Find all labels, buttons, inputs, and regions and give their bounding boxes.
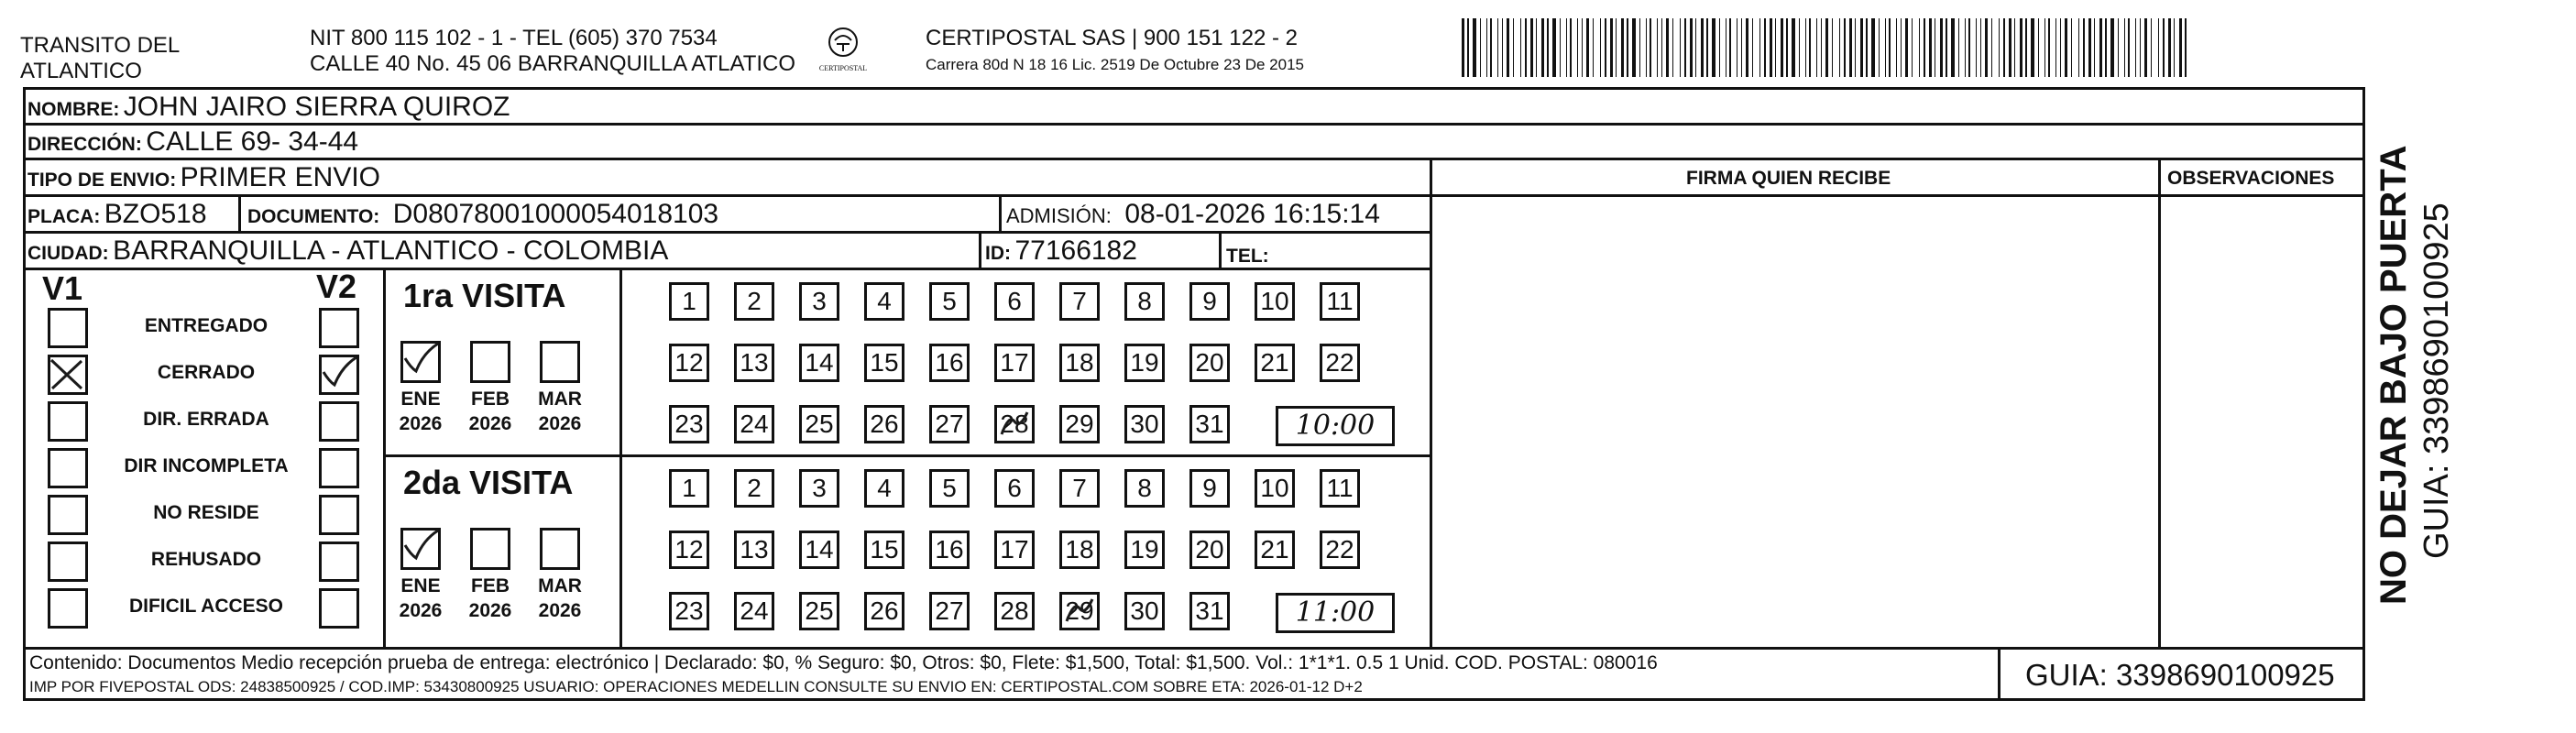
day-box[interactable]: 7 (1059, 469, 1100, 508)
placa-value: BZO518 (104, 199, 207, 229)
placa-label: PLACA: (27, 206, 101, 227)
rule (2158, 158, 2161, 647)
tel-cell (1226, 238, 1269, 269)
day-box[interactable]: 28 (994, 405, 1035, 443)
firma-header: FIRMA QUIEN RECIBE (1686, 168, 1891, 189)
v1-checkbox[interactable] (48, 448, 88, 488)
rule (619, 268, 622, 647)
reason-label: DIR INCOMPLETA (124, 455, 289, 476)
day-box[interactable]: 9 (1189, 282, 1230, 321)
day-box[interactable]: 18 (1059, 531, 1100, 569)
day-box[interactable]: 26 (864, 405, 904, 443)
day-box[interactable]: 1 (669, 282, 709, 321)
month-label (465, 574, 516, 623)
company-line-1: TRANSITO DEL (20, 33, 181, 58)
v2-header: V2 (316, 268, 357, 305)
admision-cell (1006, 199, 1380, 230)
v1-checkbox[interactable] (48, 355, 88, 395)
day-mark (1063, 596, 1096, 627)
month-year: 2026 (468, 413, 512, 434)
rule (999, 194, 1002, 231)
reason-label: CERRADO (157, 362, 256, 383)
day-box[interactable]: 13 (734, 531, 774, 569)
nit-line: NIT 800 115 102 - 1 - TEL (605) 370 7534 (310, 26, 718, 50)
day-box[interactable]: 25 (799, 405, 839, 443)
reason-label: ENTREGADO (144, 315, 269, 336)
ciudad-cell (27, 235, 668, 267)
time-box[interactable] (1276, 593, 1395, 633)
day-box[interactable]: 21 (1255, 344, 1295, 382)
day-box[interactable]: 2 (734, 469, 774, 508)
nombre-value: JOHN JAIRO SIERRA QUIROZ (123, 92, 510, 122)
day-box[interactable]: 23 (669, 405, 709, 443)
day-box[interactable]: 7 (1059, 282, 1100, 321)
rule (383, 454, 1432, 457)
day-box[interactable]: 10 (1255, 282, 1295, 321)
day-box[interactable]: 22 (1320, 531, 1360, 569)
visit-title: 2da VISITA (403, 464, 574, 501)
address-line: CALLE 40 No. 45 06 BARRANQUILLA ATLATICO (310, 51, 796, 76)
day-box[interactable]: 19 (1124, 344, 1165, 382)
month-year: 2026 (538, 600, 582, 621)
day-box[interactable]: 15 (864, 531, 904, 569)
day-box[interactable]: 29 (1059, 592, 1100, 630)
time-value: 11:00 (1295, 596, 1376, 629)
time-value: 10:00 (1295, 410, 1376, 442)
day-box[interactable]: 4 (864, 282, 904, 321)
rule (979, 231, 981, 268)
sender-info (310, 26, 795, 77)
day-box[interactable]: 2 (734, 282, 774, 321)
day-box[interactable]: 29 (1059, 405, 1100, 443)
day-box[interactable]: 17 (994, 531, 1035, 569)
day-box[interactable]: 3 (799, 282, 839, 321)
documento-value: D08078001000054018103 (392, 199, 719, 229)
admision-value: 08-01-2026 16:15:14 (1124, 199, 1380, 229)
direccion-value: CALLE 69- 34-44 (146, 126, 359, 157)
rule (1998, 647, 2001, 701)
rule (383, 268, 386, 647)
month-label (465, 387, 516, 436)
day-box[interactable]: 9 (1189, 469, 1230, 508)
observaciones-header: OBSERVACIONES (2167, 168, 2335, 189)
day-box[interactable]: 20 (1189, 531, 1230, 569)
admision-label: ADMISIÓN: (1006, 204, 1112, 227)
day-box[interactable]: 23 (669, 592, 709, 630)
day-box[interactable]: 17 (994, 344, 1035, 382)
day-box[interactable]: 4 (864, 469, 904, 508)
day-box[interactable]: 11 (1320, 282, 1360, 321)
no-dejar-bajo-puerta: NO DEJAR BAJO PUERTA (2373, 145, 2414, 605)
month-checkbox[interactable] (400, 341, 441, 383)
month-checkbox[interactable] (540, 341, 580, 383)
day-box[interactable]: 16 (929, 344, 970, 382)
id-cell (985, 235, 1137, 267)
day-box[interactable]: 11 (1320, 469, 1360, 508)
day-box[interactable]: 24 (734, 405, 774, 443)
v2-checkbox[interactable] (319, 495, 359, 535)
month-checkbox[interactable] (470, 528, 510, 570)
time-box[interactable] (1276, 406, 1395, 446)
v2-checkbox[interactable] (319, 542, 359, 582)
nombre-label: NOMBRE: (27, 99, 120, 120)
day-box[interactable]: 27 (929, 592, 970, 630)
footer-guia: GUIA: 3398690100925 (2025, 658, 2335, 692)
month-name: MAR (538, 388, 582, 410)
rule (1430, 158, 1432, 647)
reason-label: NO RESIDE (153, 502, 259, 523)
day-box[interactable]: 10 (1255, 469, 1295, 508)
visit-title: 1ra VISITA (403, 277, 566, 314)
company-line-2: ATLANTICO (20, 59, 142, 83)
ciudad-value: BARRANQUILLA - ATLANTICO - COLOMBIA (113, 235, 669, 266)
month-checkbox[interactable] (540, 528, 580, 570)
day-box[interactable]: 20 (1189, 344, 1230, 382)
placa-cell (27, 199, 207, 230)
carrier-line: CERTIPOSTAL SAS | 900 151 122 - 2 (926, 26, 1298, 50)
day-box[interactable]: 31 (1189, 592, 1230, 630)
v2-checkbox[interactable] (319, 401, 359, 442)
rule (23, 158, 2365, 160)
v1-checkbox[interactable] (48, 588, 88, 629)
day-box[interactable]: 15 (864, 344, 904, 382)
month-checkbox[interactable] (470, 341, 510, 383)
company-name (20, 33, 180, 84)
id-label: ID: (985, 243, 1011, 264)
day-box[interactable]: 28 (994, 592, 1035, 630)
tel-label: TEL: (1226, 246, 1269, 267)
day-box[interactable]: 19 (1124, 531, 1165, 569)
id-value: 77166182 (1014, 235, 1137, 266)
tipo-value: PRIMER ENVIO (180, 162, 381, 192)
v1-header: V1 (42, 269, 83, 307)
day-box[interactable]: 21 (1255, 531, 1295, 569)
day-box[interactable]: 8 (1124, 469, 1165, 508)
day-mark (998, 409, 1031, 440)
month-label (395, 387, 446, 436)
day-box[interactable]: 30 (1124, 405, 1165, 443)
month-year: 2026 (399, 600, 443, 621)
day-box[interactable]: 25 (799, 592, 839, 630)
carrier-sub: Carrera 80d N 18 16 Lic. 2519 De Octubre 23 De 2015 (926, 56, 1304, 73)
month-name: ENE (400, 575, 441, 596)
ciudad-label: CIUDAD: (27, 243, 109, 264)
v2-checkbox[interactable] (319, 448, 359, 488)
v1-checkbox[interactable] (48, 308, 88, 348)
direccion-row (27, 126, 358, 158)
day-box[interactable]: 14 (799, 344, 839, 382)
v2-checkbox[interactable] (319, 355, 359, 395)
month-year: 2026 (538, 413, 582, 434)
month-name: FEB (471, 575, 510, 596)
month-label (534, 574, 586, 623)
v1-checkbox[interactable] (48, 495, 88, 535)
day-box[interactable]: 31 (1189, 405, 1230, 443)
day-box[interactable]: 24 (734, 592, 774, 630)
tipo-row (27, 162, 380, 193)
reason-label: DIR. ERRADA (143, 409, 269, 430)
day-box[interactable]: 26 (864, 592, 904, 630)
contenido-text: Contenido: Documentos Medio recepción prueba de entrega: electrónico | Declarado: $0, % Seguro: $0, Otros: $0, Flete: $1,500, Total: $1,500. Vol.: 1*1*1. 0.5 1 Unid. COD. POSTAL: 080016 (29, 652, 1658, 673)
day-box[interactable]: 1 (669, 469, 709, 508)
month-year: 2026 (399, 413, 443, 434)
rule (23, 194, 2365, 197)
rule (23, 123, 2365, 126)
documento-label: DOCUMENTO: (247, 206, 380, 227)
day-box[interactable]: 5 (929, 469, 970, 508)
logo-text: CERTIPOSTAL (818, 64, 868, 72)
month-name: FEB (471, 388, 510, 410)
direccion-label: DIRECCIÓN: (27, 134, 142, 155)
month-year: 2026 (468, 600, 512, 621)
month-label (395, 574, 446, 623)
tipo-label: TIPO DE ENVIO: (27, 170, 177, 191)
day-box[interactable]: 3 (799, 469, 839, 508)
v1-checkbox[interactable] (48, 542, 88, 582)
v2-checkbox[interactable] (319, 588, 359, 629)
day-box[interactable]: 30 (1124, 592, 1165, 630)
rule (238, 194, 241, 231)
day-box[interactable]: 27 (929, 405, 970, 443)
month-name: MAR (538, 575, 582, 596)
day-box[interactable]: 6 (994, 469, 1035, 508)
imp-text: IMP POR FIVEPOSTAL ODS: 24838500925 / COD.IMP: 53430800925 USUARIO: OPERACIONES MEDELLIN CONSULTE SU ENVIO EN: CERTIPOSTAL.COM SOBRE ETA: 2026-01-12 D+2 (29, 678, 1363, 695)
day-box[interactable]: 6 (994, 282, 1035, 321)
v1-checkbox[interactable] (48, 401, 88, 442)
rule (23, 647, 2365, 650)
day-box[interactable]: 22 (1320, 344, 1360, 382)
barcode (1462, 18, 2195, 77)
day-box[interactable]: 16 (929, 531, 970, 569)
day-box[interactable]: 13 (734, 344, 774, 382)
carrier-info (926, 26, 1304, 75)
day-box[interactable]: 12 (669, 531, 709, 569)
rule (23, 268, 1432, 270)
month-name: ENE (400, 388, 441, 410)
nombre-row (27, 92, 510, 123)
day-box[interactable]: 8 (1124, 282, 1165, 321)
documento-cell (247, 199, 718, 230)
month-label (534, 387, 586, 436)
month-checkbox[interactable] (400, 528, 441, 570)
day-box[interactable]: 5 (929, 282, 970, 321)
side-guia: GUIA: 3398690100925 (2417, 202, 2456, 559)
day-box[interactable]: 18 (1059, 344, 1100, 382)
reason-label: DIFICIL ACCESO (128, 596, 283, 617)
v2-checkbox[interactable] (319, 308, 359, 348)
day-box[interactable]: 14 (799, 531, 839, 569)
certipostal-logo (811, 24, 875, 79)
reason-label: REHUSADO (150, 549, 262, 570)
day-box[interactable]: 12 (669, 344, 709, 382)
rule (1219, 231, 1222, 268)
